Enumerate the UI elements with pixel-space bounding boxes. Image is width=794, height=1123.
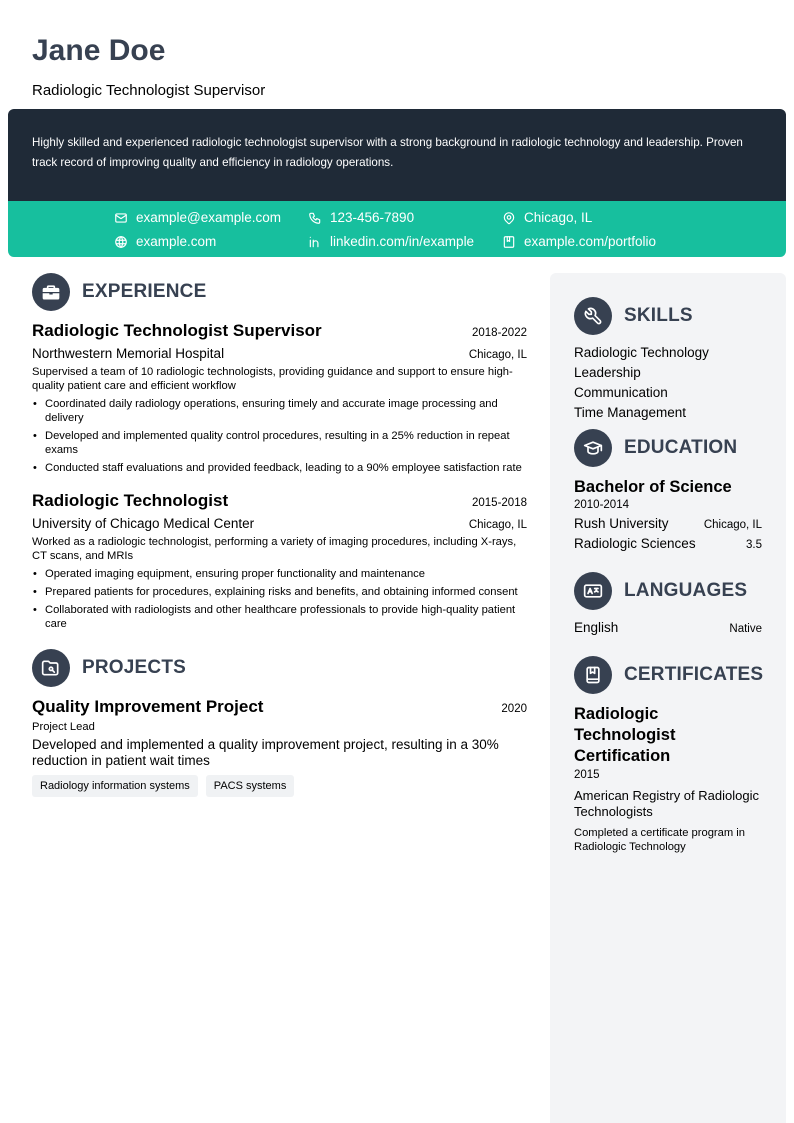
contact-location-text: Chicago, IL xyxy=(524,210,593,225)
skill-item: Radiologic Technology xyxy=(574,345,709,360)
job-company: University of Chicago Medical Center xyxy=(32,516,255,531)
certificates-icon-badge xyxy=(574,656,612,694)
job-bullet: • Prepared patients for procedures, explaining risks and benefits, and obtaining informed consent xyxy=(32,585,527,599)
job-title: Radiologic Technologist Supervisor xyxy=(32,321,322,340)
education-header xyxy=(574,429,762,467)
experience-icon-badge xyxy=(32,273,70,311)
languages-icon-badge xyxy=(574,572,612,610)
job-bullet: • Operated imaging equipment, ensuring proper functionality and maintenance xyxy=(32,567,527,581)
project-description: Developed and implemented a quality improvement project, resulting in a 30% reduction in patient wait times xyxy=(32,737,499,768)
job-description: Worked as a radiologic technologist, performing a variety of imaging procedures, including X-rays, CT scans, and MRIs xyxy=(32,536,517,562)
summary-section xyxy=(8,109,786,201)
languages-title: LANGUAGES xyxy=(624,580,748,601)
education-field: Radiologic Sciences xyxy=(574,536,696,551)
experience-header xyxy=(32,273,527,311)
skill-item: Communication xyxy=(574,385,668,400)
job-dates: 2015-2018 xyxy=(472,497,527,509)
certificate-description: Completed a certificate program in Radiologic Technology xyxy=(574,827,745,853)
certificate-item xyxy=(574,704,762,854)
education-gpa: 3.5 xyxy=(746,539,762,551)
job-dates: 2018-2022 xyxy=(472,327,527,339)
contact-linkedin[interactable] xyxy=(308,234,474,249)
projects-header xyxy=(32,649,527,687)
candidate-role: Radiologic Technologist Supervisor xyxy=(32,82,266,99)
education-degree: Bachelor of Science xyxy=(574,478,732,496)
project-role: Project Lead xyxy=(32,721,95,733)
briefcase-icon xyxy=(41,282,61,302)
job-bullet: • Coordinated daily radiology operations, ensuring timely and accurate image processing and delivery xyxy=(32,397,527,425)
education-dates: 2010-2014 xyxy=(574,499,629,511)
language-level: Native xyxy=(729,623,762,635)
globe-icon xyxy=(114,235,128,249)
contact-phone[interactable] xyxy=(308,210,414,225)
skill-item: Time Management xyxy=(574,405,687,420)
certificate-issuer: American Registry of Radiologic Technologists xyxy=(574,788,759,819)
job-bullets xyxy=(32,397,527,475)
phone-icon xyxy=(308,211,322,225)
language-icon xyxy=(583,581,603,601)
skills-icon-badge xyxy=(574,297,612,335)
certificate-year: 2015 xyxy=(574,769,600,781)
certificates-title: CERTIFICATES xyxy=(624,664,764,685)
contact-location xyxy=(502,210,592,225)
experience-title: EXPERIENCE xyxy=(82,281,207,302)
linkedin-icon xyxy=(308,235,322,249)
job-bullet: • Collaborated with radiologists and other healthcare professionals to provide high-quality patient care xyxy=(32,603,527,631)
language-name: English xyxy=(574,620,619,635)
resume-header xyxy=(32,34,762,100)
candidate-name: Jane Doe xyxy=(32,34,166,67)
contact-website-text: example.com xyxy=(136,234,217,249)
job-title: Radiologic Technologist xyxy=(32,491,229,510)
project-tag: Radiology information systems xyxy=(32,775,198,797)
education-item xyxy=(574,477,762,554)
education-icon-badge xyxy=(574,429,612,467)
project-item xyxy=(32,697,527,797)
contact-email[interactable] xyxy=(114,210,281,225)
map-pin-icon xyxy=(502,211,516,225)
skill-item: Leadership xyxy=(574,365,641,380)
job-bullet: • Developed and implemented quality control procedures, resulting in a 25% reduction in repeat exams xyxy=(32,429,527,457)
sidebar xyxy=(550,273,786,1123)
experience-item xyxy=(32,321,527,475)
job-bullets xyxy=(32,567,527,631)
experience-item xyxy=(32,491,527,631)
project-tag: PACS systems xyxy=(206,775,295,797)
folder-icon xyxy=(41,658,61,678)
bookmark-book-icon xyxy=(583,665,603,685)
certificate-title: Radiologic Technologist Certification xyxy=(574,705,676,765)
main-column xyxy=(32,273,527,797)
language-item xyxy=(574,618,762,638)
job-company: Northwestern Memorial Hospital xyxy=(32,346,225,361)
job-bullet: • Conducted staff evaluations and provided feedback, leading to a 90% employee satisfaction rate xyxy=(32,461,527,475)
project-tags xyxy=(32,775,527,797)
wrench-icon xyxy=(583,306,603,326)
certificates-header xyxy=(574,656,762,694)
languages-header xyxy=(574,572,762,610)
projects-icon-badge xyxy=(32,649,70,687)
skills-header xyxy=(574,297,762,335)
contact-phone-text: 123-456-7890 xyxy=(330,210,415,225)
portfolio-book-icon xyxy=(502,235,516,249)
job-location: Chicago, IL xyxy=(468,519,527,531)
contact-email-text: example@example.com xyxy=(136,210,282,225)
projects-title: PROJECTS xyxy=(82,657,187,678)
job-location: Chicago, IL xyxy=(468,349,527,361)
education-title: EDUCATION xyxy=(624,437,738,458)
education-school: Rush University xyxy=(574,516,669,531)
project-title: Quality Improvement Project xyxy=(32,697,264,716)
mail-icon xyxy=(114,211,128,225)
summary-text: Highly skilled and experienced radiologic technologist supervisor with a strong background in radiologic technology and leadership. Proven track record of improving quality and efficiency in radiology operations. xyxy=(32,136,743,169)
project-date: 2020 xyxy=(501,703,527,715)
skills-title: SKILLS xyxy=(624,305,693,326)
education-location: Chicago, IL xyxy=(703,519,762,531)
contact-bar xyxy=(8,201,786,257)
skills-list xyxy=(574,343,762,423)
contact-portfolio-text: example.com/portfolio xyxy=(524,234,657,249)
contact-portfolio[interactable] xyxy=(502,234,656,249)
contact-linkedin-text: linkedin.com/in/example xyxy=(330,234,475,249)
graduation-cap-icon xyxy=(583,438,603,458)
contact-website[interactable] xyxy=(114,234,216,249)
job-description: Supervised a team of 10 radiologic technologists, providing guidance and support to ensure high-quality patient care and efficient workflow xyxy=(32,366,513,392)
